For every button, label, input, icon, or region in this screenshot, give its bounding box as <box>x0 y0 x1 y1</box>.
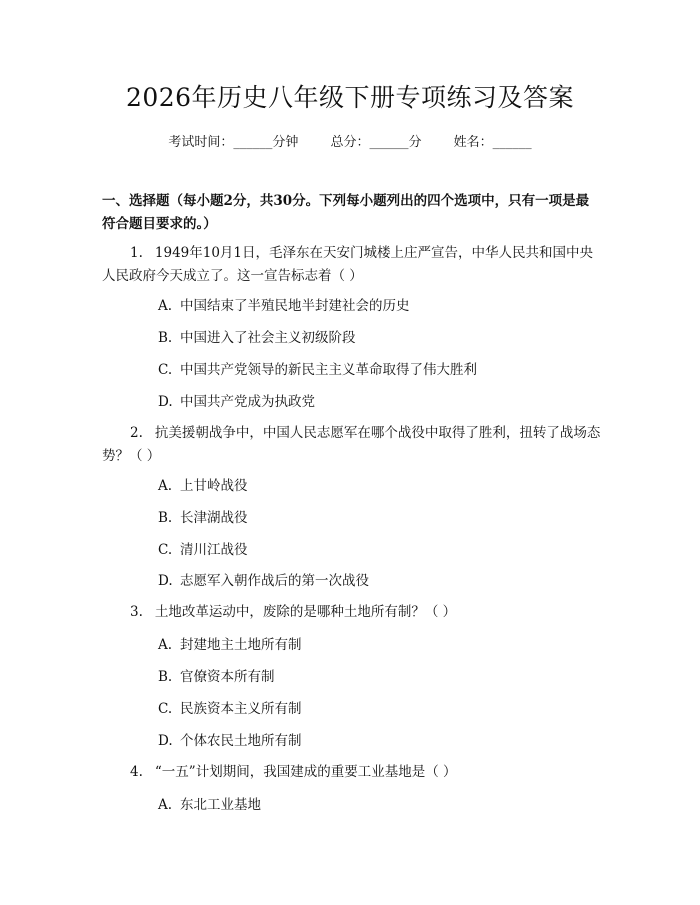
question-2-option-d <box>158 571 598 591</box>
question-1-option-b <box>158 328 598 348</box>
exam-meta <box>0 131 700 150</box>
option-letter: A. <box>158 298 173 314</box>
option-text: 长津湖战役 <box>180 510 248 526</box>
question-1-option-c <box>158 360 598 380</box>
question-4 <box>102 761 602 784</box>
question-2-option-c <box>158 540 598 560</box>
option-text: 志愿军入朝作战后的第一次战役 <box>180 573 369 589</box>
question-4-option-a <box>158 795 598 815</box>
option-letter: A. <box>158 797 173 813</box>
question-3-option-a <box>158 635 598 655</box>
option-letter: D. <box>158 394 173 410</box>
option-text: 东北工业基地 <box>180 797 261 813</box>
option-letter: C. <box>158 542 173 558</box>
question-text: 土地改革运动中，废除的是哪种土地所有制？（ ） <box>154 604 457 620</box>
option-text: 官僚资本所有制 <box>180 669 275 685</box>
option-letter: C. <box>158 362 173 378</box>
total-score-field: 总分：______分 <box>330 135 422 150</box>
option-letter: D. <box>158 573 173 589</box>
option-text: 中国共产党成为执政党 <box>180 394 315 410</box>
option-text: 民族资本主义所有制 <box>180 701 302 717</box>
option-letter: A. <box>158 637 173 653</box>
option-letter: D. <box>158 733 173 749</box>
option-text: 清川江战役 <box>180 542 248 558</box>
exam-time-field: 考试时间：______分钟 <box>168 135 299 150</box>
question-number: 1. <box>130 245 143 261</box>
question-number: 4. <box>130 764 143 780</box>
option-text: 封建地主土地所有制 <box>180 637 302 653</box>
question-number: 2. <box>130 425 143 441</box>
option-text: 个体农民土地所有制 <box>180 733 302 749</box>
option-letter: B. <box>158 669 173 685</box>
option-text: 上甘岭战役 <box>180 478 248 494</box>
question-text: “一五”计划期间，我国建成的重要工业基地是（ ） <box>154 764 457 780</box>
question-number: 3. <box>130 604 143 620</box>
option-letter: B. <box>158 510 173 526</box>
question-1 <box>102 242 602 288</box>
question-text: 1949年10月1日，毛泽东在天安门城楼上庄严宣告，中华人民共和国中央人民政府今天成立了。这一宣告标志着（ ） <box>102 245 594 284</box>
option-text: 中国结束了半殖民地半封建社会的历史 <box>180 298 410 314</box>
page-title: 2026年历史八年级下册专项练习及答案 <box>125 83 575 112</box>
question-text: 抗美援朝战争中，中国人民志愿军在哪个战役中取得了胜利，扭转了战场态势？（ ） <box>102 425 601 464</box>
question-2-option-a <box>158 476 598 496</box>
question-1-option-d <box>158 392 598 412</box>
question-3-option-b <box>158 667 598 687</box>
student-name-field: 姓名：______ <box>453 135 532 150</box>
option-letter: B. <box>158 330 173 346</box>
question-3-option-c <box>158 699 598 719</box>
section-heading: 一、选择题（每小题2分，共30分。下列每小题列出的四个选项中，只有一项是最符合题目要求的。） <box>102 193 590 232</box>
option-letter: A. <box>158 478 173 494</box>
option-letter: C. <box>158 701 173 717</box>
question-2 <box>102 422 602 468</box>
question-3 <box>102 601 602 624</box>
question-2-option-b <box>158 508 598 528</box>
option-text: 中国共产党领导的新民主主义革命取得了伟大胜利 <box>180 362 477 378</box>
option-text: 中国进入了社会主义初级阶段 <box>180 330 356 346</box>
question-3-option-d <box>158 731 598 751</box>
question-1-option-a <box>158 296 598 316</box>
